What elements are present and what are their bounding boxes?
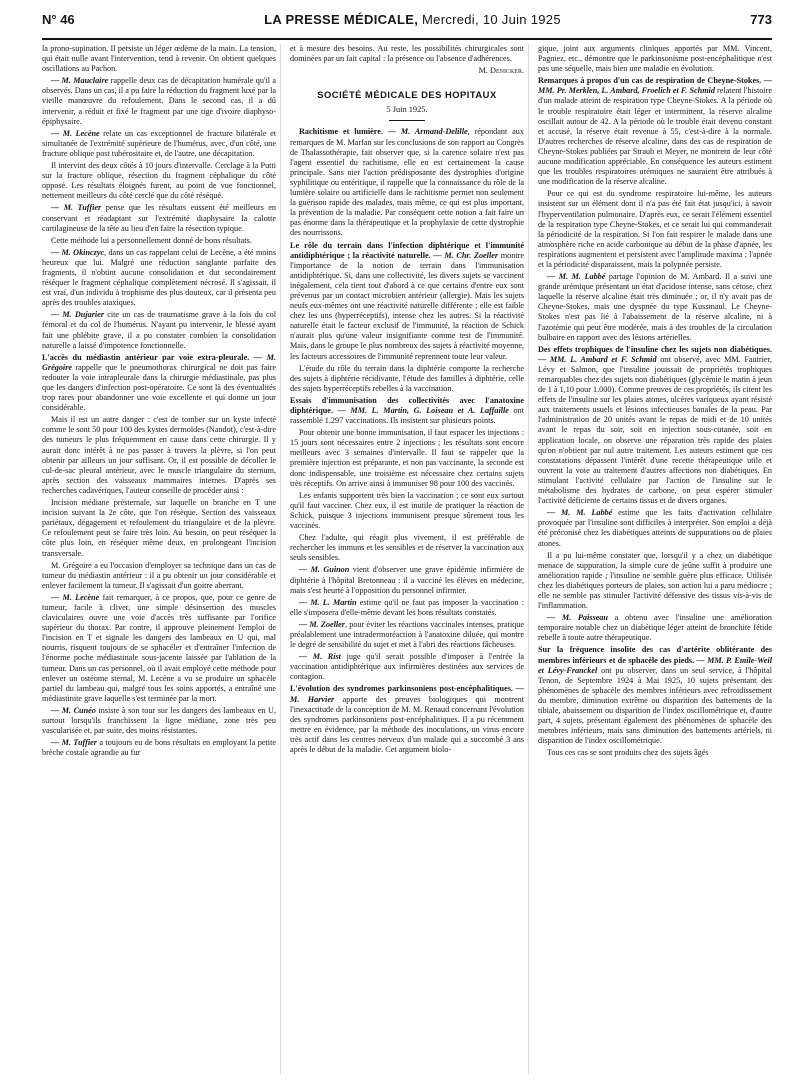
section-title: Essais d'immunisation des collectivités avec l'anatoxine diphtérique.	[290, 395, 524, 415]
column-2	[290, 44, 529, 1074]
paragraph	[290, 598, 524, 618]
speaker: — M. Paisseau	[547, 613, 608, 623]
issue-date: Mercredi, 10 Juin 1925	[422, 11, 561, 27]
paragraph: Incision médiane présternale, sur laquelle on branche en T une incision suivant la 2e côte, que l'on résèque. Section des vaisseaux pariétaux, dégagement et refoulement du triangulaire et de la plèvre. Ce refoulement peut se faire très loin. Au besoin, on peut réséquer la côte plus loin, en réséquer même deux, en prolongeant l'incision transversale.	[42, 498, 276, 558]
paragraph-text: , pour éviter les réactions vaccinales intenses, pratique préalablement une intradermoréaction à l'anatoxine diluée, qui montre le degré de sensibilité du sujet et met à l'abri des réactions fâcheuses.	[290, 619, 524, 650]
paragraph-text: fait remarquer, à ce propos, que, pour ce genre de tumeur, facile à cliver, une simple désinsertion des muscles claviculaires ouvre une voie d'accès très suffisante par l'orifice supérieur du thorax. Par contre, il approuve pleinement l'emploi de l'incision en T et signale les dangers des lambeaux en U qui, mal nourris, risquent toujours de se sphacéler et d'entraîner l'infection de l'énorme poche médiastinale sous-jacente laissée par l'ablation de la tumeur. Dans un cas personnel, où il avait employé cette méthode pour enlever un ostéome sternal, M. Lecène a vu se produire un sphacèle partiel du lambeau qui, malgré tous les soins apportés, a entraîné une médiastinite grave laquelle s'est terminée par la mort.	[42, 592, 276, 703]
section	[538, 345, 772, 507]
paragraph	[290, 565, 524, 595]
section	[290, 127, 524, 238]
paragraph-text: a toujours eu de bons résultats en employant la petite brèche costale agrandie au fur	[42, 738, 276, 758]
column-1	[42, 44, 281, 1074]
paragraph	[538, 613, 772, 643]
paragraph	[42, 129, 276, 159]
paragraph	[42, 76, 276, 126]
paragraph	[42, 248, 276, 309]
section-title: Des effets trophiques de l'insuline chez les sujets non diabétiques.	[538, 344, 772, 354]
journal-title: LA PRESSE MÉDICALE,	[264, 11, 419, 27]
paragraph: M. Grégoire a eu l'occasion d'employer sa technique dans un cas de tumeur du médiastin antérieur : il a pu obtenir un jour considérable et enlever facilement la tumeur. Il s'agissait d'un goitre aberrant.	[42, 560, 276, 590]
paragraph-text: pense que les résultats eussent été meilleurs en conservant et réadaptant sur l'extrémité diaphysaire la calotte cartilagineuse de la tête au lieu d'en faire la résection typique.	[42, 203, 276, 233]
paragraph: Cette méthode lui a personnellement donné de bons résultats.	[51, 235, 252, 245]
column-3	[538, 44, 772, 1074]
article-columns	[42, 44, 772, 1074]
paragraph	[290, 620, 524, 650]
paragraph-text: apporte des preuves biologiques qui montrent l'inexactitude de la conception de M. M. Renaud concernant l'évolution des syndromes parkinsoniens post-encéphalitiques. Il a pu récemment mettre en évidence, par la méthode des inoculations, un virus encore très actif dans les centres nerveux d'un malade qui a succombé 3 ans après le début de la maladie. Cet argument biolo-	[290, 694, 524, 754]
section-title: L'évolution des syndromes parkinsoniens post-encéphalitiques.	[290, 684, 513, 694]
speaker: — M. Tuffier	[51, 203, 102, 213]
speaker: — M. Harvier	[290, 684, 524, 704]
speaker: — MM. Pr. Merklen, L. Ambard, Froelich et F. Schmid	[538, 76, 772, 96]
paragraph-text: cite un cas de traumatisme grave à la fois du col fémoral et du col de l'humérus. N'ayant pu intervenir, le blessé ayant fait une phlébite grave, il a pu constater combien la consolidation naturelle a laissé d'impotence fonctionnelle.	[42, 310, 276, 350]
section-title: Le rôle du terrain dans l'infection diphtérique et l'immunité antidiphtérique ; la réactivité naturelle.	[290, 240, 524, 260]
speaker: — M. Okinczyc	[51, 247, 105, 257]
speaker: — M. M. Labbé	[547, 508, 613, 518]
session-date: 5 Juin 1925.	[386, 105, 428, 115]
paragraph-text: , dans un cas rappelant celui de Lecène, a été moins heureux que lui. Malgré une réduction sanglante parfaite des fragments, il n'obtint aucune consolidation et dut secondairement réséquer le fragment céphalique complètement nécrosé. Il s'agissait, il est vrai, d'un individu à trophisme des plus douteux, car il présenta peu après des troubles ataxiques.	[42, 247, 277, 308]
speaker: — MM. L. Martin, G. Loiseau et A. Laffaille	[333, 406, 509, 415]
paragraph-text: ont observé, avec MM. Fautrier, Lévy et Salmon, que l'insuline jouissait de propriétés trophiques remarquables chez des sujets non diabétiques (glycémie le matin à jeun de 1 à 1,10 pour 1.000). Comme preuves de ces propriétés, ils citent les effets de l'insuline sur les plaies atones, ulcères variqueux ayant résisté aux traitements usuels et lésions infectieuses banales de la peau. Par l'administration de 20 unités avant le repas de midi et de 10 unités avant le repas du soir, soit en injection sous-cutanée, soit en application locale, on observe une réparation très rapide des plaies qu'on n'obtient par nul autre traitement. Les auteurs estiment que ces constatations dépassent l'intérêt d'une recette thérapeutique utile et ouvrent la voie au traitement d'autres affections non diabétiques. En stimulant l'activité cellulaire par l'action de l'insuline sur le métabolisme des hydrates de carbone, on peut espérer stimuler l'activité déficiente de certains tissus et de divers organes.	[538, 354, 772, 506]
section-title: Remarques à propos d'un cas de respiration de Cheyne-Stokes.	[538, 76, 762, 86]
speaker: — M. M. Labbé	[547, 272, 606, 282]
paragraph: Mais il est un autre danger : c'est de tomber sur un kyste infecté comme le sont 50 pour 100 des kystes dermoïdes (Nandot), c'est-à-dire des tumeurs le plus fréquemment en cause dans cette chirurgie. Il y aurait donc intérêt à ne pas passer à travers la plèvre, si l'on peut obtenir par ailleurs un jour suffisant. Or, il est possible de décoller le cul-de-sac pleural antérieur, avec le muscle triangulaire du sternum, après section des vaisseaux mammaires internes. D'après ses recherches cadavériques, l'auteur conseille de procéder ainsi :	[42, 415, 276, 495]
paragraph-text: rappelle que le pneumothorax chirurgical ne doit pas faire redouter la voie intrapleurale dans la chirurgie médiastinale, pas plus que les dangers d'infection post-opératoire. Ce sont là des éventualités trop rares pour abandonner une voie excellente et qui donne un jour considérable.	[42, 362, 276, 413]
speaker: — M. Grégoire	[42, 352, 276, 372]
paragraph-text: insiste à son tour sur les dangers des lambeaux en U, surtout lorsqu'ils franchissent la ligne médiane, zone très peu vascularisée et, par suite, des moins résistantes.	[42, 705, 276, 736]
paragraph: Les enfants supportent très bien la vaccination ; ce sont eux surtout qu'il faut vacciner. Chez eux, il est inutile de pratiquer la réaction de Schick, puisque 3 injections immunisent presque sûrement tous les vaccinés.	[290, 490, 524, 531]
speaker: — MM. L. Ambard et F. Schmid	[538, 354, 657, 364]
section	[538, 645, 772, 746]
section	[290, 396, 524, 426]
paragraph-text: a obtenu avec l'insuline une amélioration temporaire notable chez un diabétique léger atteint de bronchite fétide rebelle à toute autre thérapeutique.	[538, 613, 772, 643]
section	[42, 353, 276, 414]
paragraph: la prono-supination. Il persiste un léger œdème de la main. La tension, qui était nulle avant l'intervention, tend à revenir. On obtient quelques oscillations au Pachon.	[42, 44, 276, 74]
masthead	[264, 12, 561, 27]
paragraph: Il intervint des deux côtés à 10 jours d'intervalle. Cerclage à la Putti sur la fracture oblique, résection du fragment céphalique du côté opposé. Les résultats éloignés furent, au point de vue fonctionnel, nettement meilleurs du côté cerclé que du côté réséqué.	[42, 161, 276, 201]
paragraph: L'étude du rôle du terrain dans la diphtérie comporte la recherche des sujets à diphtérie récidivante, l'étude des familles à diphtérie, celle des sujets hyperréceptifs rebelles à la vaccination.	[290, 363, 524, 393]
page-header	[42, 0, 772, 40]
paragraph-text: relate un cas exceptionnel de fracture bilatérale et simultanée de l'extrémité supérieure de l'humérus, avec, d'un côté, une fracture oblique post tubérositaire et, de l'autre, une décapitation.	[42, 128, 276, 158]
speaker: — M. Dujarier	[51, 310, 105, 320]
signature: M. Denicker.	[478, 66, 524, 76]
page-number-right: 773	[750, 11, 772, 27]
society-heading: SOCIÉTÉ MÉDICALE DES HOPITAUX	[317, 89, 497, 101]
section	[290, 241, 524, 362]
paragraph	[290, 652, 524, 682]
paragraph-text: ont pu observer, dans un seul service, à l'hôpital Tenon, de Septembre 1924 à Mai 1925, 10 sujets présentant des phénomènes de sphacèle des membres inférieurs avec refroidissement du membre, diminution extrême ou disparition des battements de la tibiale, abaissement ou disparition de l'index oscillométrique et, d'autre part, 4 sujets, présentant également des phénomènes de sphacèle des membres inférieurs, mais sans diminution des battements artériels, ni disparition de l'index oscillométrique.	[538, 665, 772, 746]
divider	[389, 120, 425, 121]
paragraph-text: ont rassemblé 1.297 vaccinations. Ils insistent sur plusieurs points.	[290, 406, 524, 426]
speaker: — M. Zoeller	[299, 619, 345, 629]
paragraph: Il a pu lui-même constater que, lorsqu'il y a chez un diabétique menace de suppuration, la simple cure de jeûne suffit à produire une amélioration rapide ; l'insuline ne semble guère plus efficace. Utilisée chez les diabétiques porteurs de plaies, son action lui a paru médiocre ; elle ne semble pas stimuler l'activité défensive des tissus vis-à-vis de l'inflammation.	[538, 550, 772, 611]
section-title: Sur la fréquence insolite des cas d'artérite oblitérante des membres inférieurs et de sphacèle des pieds.	[538, 645, 772, 665]
paragraph	[42, 203, 276, 233]
paragraph-text: estime qu'il ne faut pas imposer la vaccination : elle s'imposera d'elle-même devant les bons résultats constatés.	[290, 597, 524, 617]
paragraph	[42, 738, 276, 758]
paragraph-text: montre l'importance de la notion de terrain dans l'immunisation antidiphtérique. Si, dans une collectivité, les divers sujets se vaccinent inégalement, cela tient tout d'abord à ce que certains d'entre eux sont prévenus par un contact microbien antérieur (allergie). Mais les sujets neufs eux-mêmes ont une réactivité naturelle différente ; elle est faible chez les uns (hyperréceptifs), intense chez les autres. Si la réactivité naturelle était le facteur exclusif de l'immunité, la réaction de Schick n'aurait plus qu'une valeur insignifiante comme test de l'immunité. Mais, dans le groupe le plus nombreux des sujets à réactivité moyenne, les facteurs accessoires de l'immunité reprennent toute leur valeur.	[290, 250, 524, 361]
paragraph: Tous ces cas se sont produits chez des sujets âgés	[547, 748, 709, 758]
paragraph	[42, 706, 276, 736]
speaker: — M. Armand-Delille	[382, 127, 468, 137]
section	[538, 76, 772, 187]
paragraph-text: relatent l'histoire d'un malade atteint de respiration type Cheyne-Stokes. A la période où le trouble respiratoire était léger et intermittent, la réserve alcaline oscillait autour de 42. A la période où le trouble était devenu constant et accusé, la réserve était revenue à 55, c'est-à-dire à la normale. D'autres recherches de réserve alcaline, dans des cas de respiration de Cheyne-Stokes publiées par Straub et Meyer, ne montrent de leur côté aucune modification appréciable. En conséquence les auteurs estiment que les troubles respiratoires urémiques ne sauraient être attribués à une modification de la réserve alcaline.	[538, 86, 772, 187]
speaker: — M. Lecène	[51, 128, 100, 138]
paragraph: Pour ce qui est du syndrome respiratoire lui-même, les auteurs insistent sur un élément dont il n'a pas été fait état jusqu'ici, à savoir l'hyperventilation pulmonaire. D'après eux, ce serait l'élément essentiel de la respiration type Cheyne-Stokes, et ce serait lui qui commanderait la périodicité de la respiration. Si l'on fait respirer le malade dans une atmosphère riche en acide carbonique au début de la phase d'apnée, les respirations augmentent et persistent avec l'amplitude maxima ; l'apnée et la périodicité disparaissent, mais la polypnée persiste.	[538, 189, 772, 269]
paragraph	[42, 310, 276, 350]
paragraph	[42, 593, 276, 704]
paragraph: Pour obtenir une bonne immunisation, il faut espacer les injections : 15 jours sont nécessaires entre 2 injections ; les résultats sont encore meilleurs avec 3 semaines d'intervalle. Il faut se rappeler que la première injection est préparante, et non pas vaccinante, la seconde est donc indispensable, une troisième est nécessaire chez certains sujets très réceptifs. On arrive ainsi à immuniser 98 pour 100 des vaccinés.	[290, 428, 524, 488]
paragraph-text: rappelle deux cas de décapitation humérale qu'il a observés. Dans un cas, il a pu faire la réduction du fragment luxé par la vieille manœuvre du refoulement. Dans le second cas, il a dû intervenir, a réduit et fixé le fragment par une tige d'ivoire diaphyso-épiphysaire.	[42, 76, 276, 126]
page-number-left: N° 46	[42, 11, 75, 27]
paragraph-text: estime que les faits d'activation cellulaire provoquée par l'insuline sont difficiles à interpréter. Son emploi a déjà été préconisé chez les diabétiques atteints de suppurations ou de plaies atones.	[538, 508, 772, 548]
paragraph-text: vient d'observer une grave épidémie infirmière de diphtérie à l'hôpital Bretonneau : il a vacciné les élèves en médecine, mais s'est heurté à l'opposition du personnel infirmier.	[290, 565, 524, 595]
paragraph: gique, joint aux arguments cliniques apportés par MM. Vincent, Pagniez, etc., démontre que le parkinsonisme post-encéphalitique n'est pas une séquelle, mais bien une maladie en évolution.	[538, 44, 772, 74]
section-title: L'accès du médiastin antérieur par voie extra-pleurale.	[42, 352, 250, 362]
paragraph: et à mesure des besoins. Au reste, les possibilités chirurgicales sont dominées par un fait capital : la présence ou l'absence d'adhérences.	[290, 44, 524, 64]
speaker: — MM. P. Emile-Weil et Lévy-Franckel	[538, 655, 772, 675]
paragraph-text: , répondant aux remarques de M. Marfan sur les conclusions de son rapport au Congrès de Thalassothérapie, fait observer que, si la carence solaire n'est pas l'agent essentiel du rachitisme, elle en est certainement la cause principale. Sans nier l'action prédisposante des dystrophies d'origine syphilitique ou entéritique, il rappelle que la connaissance du rôle de la lumière solaire ou artificielle dans le rachitisme permet non seulement la guérison rapide des malades, mais même, ce qui est plus important, la prévention de la maladie. Par conséquent cette notion a fait faire un pas énorme dans la thérapeutique et la prophylaxie de cette dystrophie des nourrissons.	[290, 127, 524, 238]
speaker: — M. L. Martin	[299, 597, 357, 607]
speaker: — M. Chr. Zoeller	[430, 250, 499, 260]
speaker: — M. Tuffier	[51, 738, 97, 748]
paragraph: Chez l'adulte, qui réagit plus vivement, il est préférable de rechercher les immuns et les sensibles et de réserver la vaccination aux seuls sensibles.	[290, 533, 524, 563]
speaker: — M. Lecène	[51, 592, 100, 602]
paragraph	[538, 508, 772, 548]
speaker: — M. Rist	[299, 652, 341, 662]
section-title: Rachitisme et lumière.	[299, 127, 383, 137]
paragraph	[538, 272, 772, 343]
speaker: — M. Cunéo	[51, 705, 96, 715]
paragraph-text: juge qu'il serait possible d'imposer à l'entrée la vaccination antidiphtérique aux infirmières destinées aux services de contagion.	[290, 652, 524, 682]
section	[290, 684, 524, 755]
speaker: — M. Mauclaire	[51, 76, 109, 86]
paragraph-text: partage l'opinion de M. Ambard. Il a suivi une grande urémique présentant un état d'acidose intense, sans cétose, chez laquelle la réserve alcaline était très diminuée ; or, il n'y avait pas de Cheyne-Stokes, mais une dyspnée du type Kussmaul. Le Cheyne-Stokes n'est pas lié à l'abaissement de la réserve alcaline, ni à l'azotémie qui peut être modérée, mais à des troubles de la circulation bulbaire en rapport avec des lésions artérielles.	[538, 272, 772, 342]
speaker: — M. Guinon	[299, 565, 350, 575]
